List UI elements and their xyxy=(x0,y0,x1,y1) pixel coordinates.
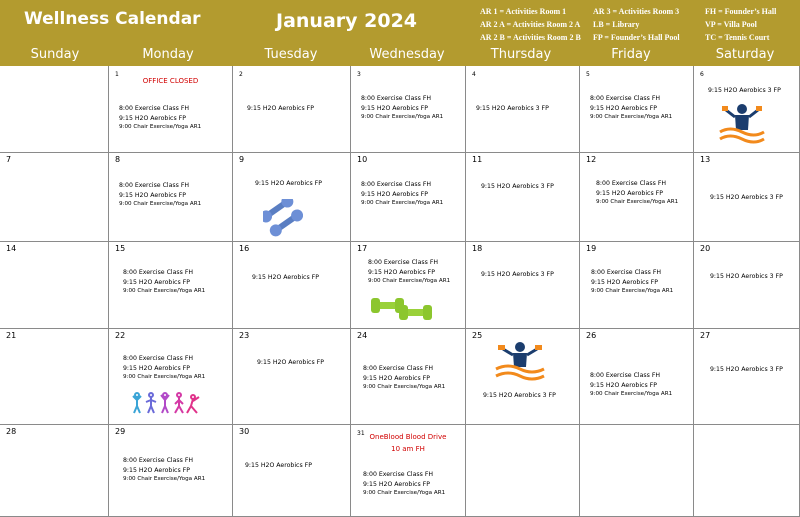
green-dumbbells-icon xyxy=(369,294,435,324)
event-list xyxy=(123,268,205,297)
month-title: January 2024 xyxy=(276,10,418,32)
day-cell[interactable] xyxy=(466,153,580,242)
day-header-saturday: Saturday xyxy=(715,47,775,62)
event-item: 9:00 Chair Exercise/Yoga AR1 xyxy=(123,476,206,482)
day-cell[interactable] xyxy=(351,329,466,425)
day-cell[interactable] xyxy=(0,329,109,425)
day-cell[interactable] xyxy=(351,242,466,329)
event-list xyxy=(708,86,781,96)
day-number: 30 xyxy=(239,427,250,436)
event-item: 9:15 H2O Aerobics 3 FP xyxy=(483,392,556,399)
event-list xyxy=(247,104,314,114)
legend-item: AR 2 A = Activities Room 2 A xyxy=(480,20,581,29)
exercisers-icon xyxy=(131,391,203,415)
day-cell[interactable] xyxy=(694,329,800,425)
day-header-sunday: Sunday xyxy=(30,47,80,62)
day-cell[interactable] xyxy=(466,242,580,329)
event-item: 8:00 Exercise Class FH xyxy=(119,105,190,112)
day-cell[interactable] xyxy=(351,153,466,242)
legend-column-1 xyxy=(480,5,581,44)
event-list xyxy=(252,273,319,283)
event-item: 9:15 H2O Aerobics FP xyxy=(368,268,435,276)
day-number: 1 xyxy=(115,71,119,78)
day-number: 4 xyxy=(472,71,476,78)
legend-column-3 xyxy=(705,5,776,44)
event-item: 9:15 H2O Aerobics FP xyxy=(361,104,428,112)
event-item: 9:00 Chair Exercise/Yoga AR1 xyxy=(368,278,451,284)
event-item: 9:00 Chair Exercise/Yoga AR1 xyxy=(361,114,444,120)
day-number: 17 xyxy=(357,244,368,253)
event-list xyxy=(590,371,672,400)
event-list xyxy=(476,104,549,114)
day-number: 3 xyxy=(357,71,361,78)
event-item: 9:15 H2O Aerobics FP xyxy=(123,466,190,474)
event-item: 9:15 H2O Aerobics FP xyxy=(363,480,430,488)
calendar-grid xyxy=(0,66,800,517)
day-number: 12 xyxy=(586,155,597,164)
event-list xyxy=(123,354,205,383)
event-item: 9:15 H2O Aerobics FP xyxy=(363,374,430,382)
day-cell[interactable] xyxy=(109,66,233,153)
day-cell-empty xyxy=(0,66,109,153)
event-item: 9:00 Chair Exercise/Yoga AR1 xyxy=(363,384,446,390)
event-item: 9:15 H2O Aerobics FP xyxy=(119,114,186,122)
event-list xyxy=(368,258,450,287)
event-item: 8:00 Exercise Class FH xyxy=(590,95,661,102)
event-item: 9:00 Chair Exercise/Yoga AR1 xyxy=(591,288,674,294)
day-cell[interactable] xyxy=(109,242,233,329)
legend-item: AR 1 = Activities Room 1 xyxy=(480,7,567,16)
day-cell[interactable] xyxy=(0,153,109,242)
day-number: 14 xyxy=(6,244,17,253)
event-list xyxy=(361,94,443,123)
day-number: 18 xyxy=(472,244,483,253)
event-item: 9:15 H2O Aerobics FP xyxy=(590,104,657,112)
event-list xyxy=(119,104,201,133)
event-list xyxy=(481,182,554,192)
day-number: 19 xyxy=(586,244,597,253)
event-item: 9:15 H2O Aerobics 3 FP xyxy=(481,183,554,190)
event-item: 9:15 H2O Aerobics 3 FP xyxy=(476,105,549,112)
day-number: 16 xyxy=(239,244,250,253)
event-list xyxy=(483,391,556,401)
day-cell[interactable] xyxy=(694,242,800,329)
event-item: 8:00 Exercise Class FH xyxy=(123,355,194,362)
event-item: 8:00 Exercise Class FH xyxy=(368,259,439,266)
event-item: 9:15 H2O Aerobics 3 FP xyxy=(710,194,783,201)
legend-item: TC = Tennis Court xyxy=(705,33,770,42)
day-cell[interactable] xyxy=(109,329,233,425)
event-item: 9:00 Chair Exercise/Yoga AR1 xyxy=(123,288,206,294)
day-number: 5 xyxy=(586,71,590,78)
event-item: 9:00 Chair Exercise/Yoga AR1 xyxy=(123,374,206,380)
event-item: 9:15 H2O Aerobics FP xyxy=(245,462,312,469)
day-number: 20 xyxy=(700,244,711,253)
day-number: 6 xyxy=(700,71,704,78)
event-item: 9:00 Chair Exercise/Yoga AR1 xyxy=(590,114,673,120)
event-list xyxy=(361,180,443,209)
day-cell[interactable] xyxy=(580,242,694,329)
event-item: 9:15 H2O Aerobics 3 FP xyxy=(710,273,783,280)
dumbbells-icon xyxy=(263,199,303,237)
legend-column-2 xyxy=(593,5,680,44)
event-item: 9:15 H2O Aerobics FP xyxy=(123,364,190,372)
day-number: 25 xyxy=(472,331,483,340)
legend-item: AR 2 B = Activities Room 2 B xyxy=(480,33,581,42)
day-header-thursday: Thursday xyxy=(490,47,552,62)
event-list xyxy=(710,365,783,375)
event-list xyxy=(710,193,783,203)
event-list xyxy=(255,179,322,189)
event-item: 8:00 Exercise Class FH xyxy=(361,95,432,102)
event-list xyxy=(710,272,783,282)
event-item: 8:00 Exercise Class FH xyxy=(363,471,434,478)
event-item: 9:15 H2O Aerobics FP xyxy=(247,105,314,112)
event-item: 8:00 Exercise Class FH xyxy=(123,457,194,464)
event-list xyxy=(591,268,673,297)
event-item: 9:15 H2O Aerobics 3 FP xyxy=(481,271,554,278)
blood-drive-note: OneBlood Blood Drive xyxy=(369,433,447,441)
calendar-header xyxy=(0,0,800,66)
day-number: 23 xyxy=(239,331,250,340)
day-cell[interactable] xyxy=(466,66,580,153)
event-item: 9:15 H2O Aerobics FP xyxy=(255,180,322,187)
swimmer-icon xyxy=(718,102,766,146)
event-item: 9:15 H2O Aerobics FP xyxy=(591,278,658,286)
office-closed-note: OFFICE CLOSED xyxy=(142,77,199,85)
event-item: 8:00 Exercise Class FH xyxy=(119,182,190,189)
day-header-wednesday: Wednesday xyxy=(369,47,445,62)
day-cell[interactable] xyxy=(233,425,351,517)
event-item: 8:00 Exercise Class FH xyxy=(363,365,434,372)
event-list xyxy=(119,181,201,210)
legend-item: FP = Founder’s Hall Pool xyxy=(593,33,680,42)
legend-item: AR 3 = Activities Room 3 xyxy=(593,7,680,16)
day-cell[interactable] xyxy=(694,66,800,153)
day-number: 26 xyxy=(586,331,597,340)
day-cell[interactable] xyxy=(580,153,694,242)
day-number: 22 xyxy=(115,331,126,340)
event-item: 8:00 Exercise Class FH xyxy=(361,181,432,188)
event-list xyxy=(123,456,205,485)
day-cell[interactable] xyxy=(466,329,580,425)
event-item: 8:00 Exercise Class FH xyxy=(591,269,662,276)
day-cell[interactable] xyxy=(351,66,466,153)
legend-item: LB = Library xyxy=(593,20,640,29)
event-item: 8:00 Exercise Class FH xyxy=(590,372,661,379)
day-cell[interactable] xyxy=(351,425,466,517)
day-cell-empty xyxy=(466,425,580,517)
day-number: 24 xyxy=(357,331,368,340)
blood-drive-time: 10 am FH xyxy=(391,445,425,453)
event-list xyxy=(257,358,324,368)
event-item: 9:00 Chair Exercise/Yoga AR1 xyxy=(363,490,446,496)
day-cell-empty xyxy=(580,425,694,517)
event-item: 9:15 H2O Aerobics FP xyxy=(252,274,319,281)
event-item: 9:15 H2O Aerobics FP xyxy=(257,359,324,366)
event-item: 9:15 H2O Aerobics 3 FP xyxy=(708,87,781,94)
day-number: 11 xyxy=(472,155,483,164)
day-cell[interactable] xyxy=(694,153,800,242)
event-item: 9:00 Chair Exercise/Yoga AR1 xyxy=(590,391,673,397)
day-number: 8 xyxy=(115,155,121,164)
day-number: 27 xyxy=(700,331,711,340)
day-cell[interactable] xyxy=(233,153,351,242)
day-number: 10 xyxy=(357,155,368,164)
day-cell[interactable] xyxy=(233,329,351,425)
day-cell[interactable] xyxy=(580,329,694,425)
day-number: 9 xyxy=(239,155,245,164)
event-item: 9:15 H2O Aerobics FP xyxy=(596,189,663,197)
day-number: 2 xyxy=(239,71,243,78)
day-cell[interactable] xyxy=(233,66,351,153)
day-cell[interactable] xyxy=(233,242,351,329)
event-item: 8:00 Exercise Class FH xyxy=(123,269,194,276)
event-item: 9:15 H2O Aerobics FP xyxy=(123,278,190,286)
day-number: 15 xyxy=(115,244,126,253)
day-number: 28 xyxy=(6,427,17,436)
event-item: 9:00 Chair Exercise/Yoga AR1 xyxy=(119,124,202,130)
day-number: 31 xyxy=(357,430,365,437)
legend-item: VP = Villa Pool xyxy=(705,20,757,29)
event-item: 9:00 Chair Exercise/Yoga AR1 xyxy=(361,200,444,206)
day-number: 7 xyxy=(6,155,12,164)
event-list xyxy=(481,270,554,280)
event-item: 9:00 Chair Exercise/Yoga AR1 xyxy=(119,201,202,207)
event-list xyxy=(363,470,445,499)
day-cell[interactable] xyxy=(0,242,109,329)
event-list xyxy=(363,364,445,393)
swimmer-icon xyxy=(494,341,546,381)
calendar-title: Wellness Calendar xyxy=(24,9,201,29)
day-number: 21 xyxy=(6,331,17,340)
event-item: 9:15 H2O Aerobics FP xyxy=(119,191,186,199)
day-cell[interactable] xyxy=(109,153,233,242)
event-list xyxy=(245,461,312,471)
event-item: 9:15 H2O Aerobics FP xyxy=(361,190,428,198)
event-list xyxy=(596,179,678,208)
event-list xyxy=(590,94,672,123)
day-cell[interactable] xyxy=(109,425,233,517)
event-item: 9:15 H2O Aerobics FP xyxy=(590,381,657,389)
day-header-monday: Monday xyxy=(142,47,194,62)
legend-item: FH = Founder’s Hall xyxy=(705,7,777,16)
day-header-tuesday: Tuesday xyxy=(264,47,318,62)
event-item: 8:00 Exercise Class FH xyxy=(596,180,667,187)
day-cell[interactable] xyxy=(0,425,109,517)
event-item: 9:15 H2O Aerobics 3 FP xyxy=(710,366,783,373)
event-item: 9:00 Chair Exercise/Yoga AR1 xyxy=(596,199,679,205)
day-number: 13 xyxy=(700,155,711,164)
day-number: 29 xyxy=(115,427,126,436)
day-header-friday: Friday xyxy=(611,47,651,62)
day-cell-empty xyxy=(694,425,800,517)
day-cell[interactable] xyxy=(580,66,694,153)
